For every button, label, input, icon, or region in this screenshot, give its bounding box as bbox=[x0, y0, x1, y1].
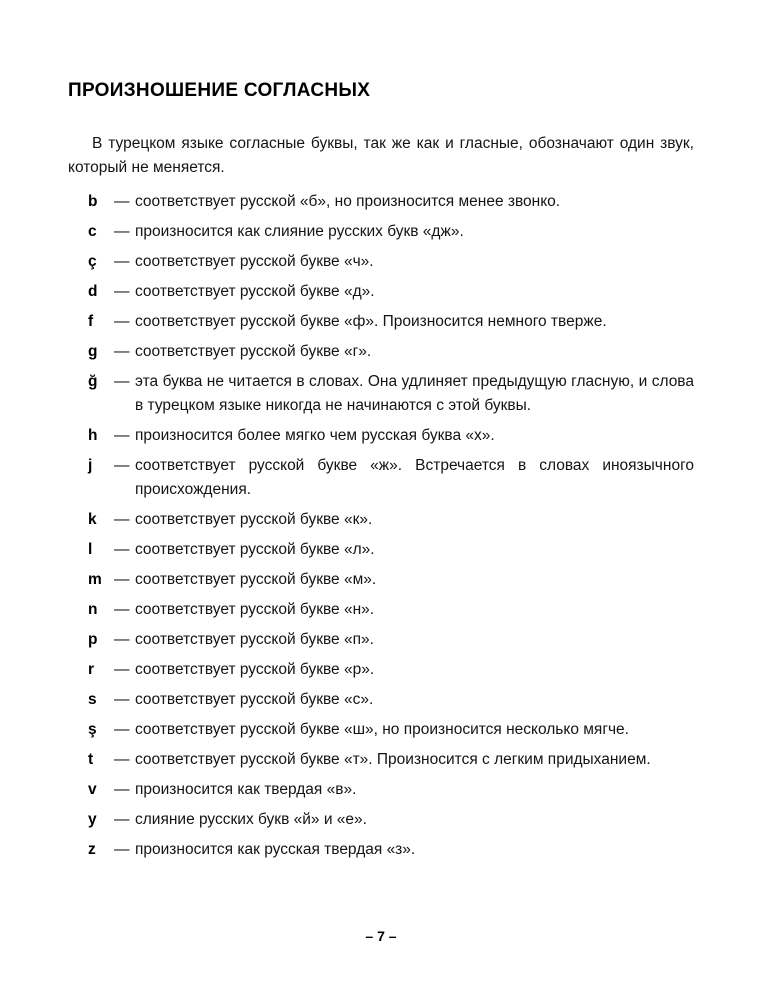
entry-letter: ğ bbox=[88, 373, 98, 390]
entry-description: произносится как русская твердая «з». bbox=[135, 841, 416, 858]
consonant-entry bbox=[68, 628, 694, 652]
page-title: ПРОИЗНОШЕНИЕ СОГЛАСНЫХ bbox=[68, 80, 371, 101]
entry-letter: y bbox=[88, 811, 97, 828]
consonant-entry bbox=[68, 508, 694, 532]
entry-letter: k bbox=[88, 511, 97, 528]
entry-description: соответствует русской букве «ж». Встречается в словах иноязычного происхождения. bbox=[135, 457, 694, 498]
entry-dash: — bbox=[114, 223, 130, 240]
entry-description: соответствует русской «б», но произносится менее звонко. bbox=[135, 193, 561, 210]
consonant-entry bbox=[68, 658, 694, 682]
entry-dash: — bbox=[114, 541, 130, 558]
entry-letter: t bbox=[88, 751, 94, 768]
entry-dash: — bbox=[114, 283, 130, 300]
consonant-entry bbox=[68, 424, 694, 448]
entry-dash: — bbox=[114, 427, 130, 444]
entry-dash: — bbox=[114, 343, 130, 360]
entry-description: соответствует русской букве «д». bbox=[135, 283, 375, 300]
entry-description: соответствует русской букве «л». bbox=[135, 541, 375, 558]
entry-letter: d bbox=[88, 283, 98, 300]
entry-dash: — bbox=[114, 811, 130, 828]
entry-description: соответствует русской букве «ф». Произносится немного тверже. bbox=[135, 313, 607, 330]
entry-letter: n bbox=[88, 601, 98, 618]
entry-letter: l bbox=[88, 541, 93, 558]
consonant-entry bbox=[68, 778, 694, 802]
entry-dash: — bbox=[114, 571, 130, 588]
consonant-entry bbox=[68, 220, 694, 244]
entry-description: соответствует русской букве «р». bbox=[135, 661, 375, 678]
entry-description: соответствует русской букве «к». bbox=[135, 511, 373, 528]
entry-description: эта буква не читается в словах. Она удлиняет предыдущую гласную, и слова в турецком языке никогда не начинаются с этой буквы. bbox=[135, 373, 694, 414]
entry-dash: — bbox=[114, 193, 130, 210]
entry-description: слияние русских букв «й» и «е». bbox=[135, 811, 367, 828]
entry-description: соответствует русской букве «п». bbox=[135, 631, 374, 648]
consonant-entry bbox=[68, 370, 694, 418]
consonant-entry bbox=[68, 454, 694, 502]
consonant-entry bbox=[68, 310, 694, 334]
entry-letter: b bbox=[88, 193, 98, 210]
entry-dash: — bbox=[114, 751, 130, 768]
entry-letter: ş bbox=[88, 721, 97, 738]
consonant-entry bbox=[68, 688, 694, 712]
entry-description: соответствует русской букве «м». bbox=[135, 571, 377, 588]
entry-letter: c bbox=[88, 223, 97, 240]
entry-description: произносится как слияние русских букв «дж». bbox=[135, 223, 464, 240]
entry-description: соответствует русской букве «ш», но произносится несколько мягче. bbox=[135, 721, 629, 738]
consonant-entry bbox=[68, 538, 694, 562]
consonant-entry bbox=[68, 340, 694, 364]
consonant-entry bbox=[68, 190, 694, 214]
entry-dash: — bbox=[114, 841, 130, 858]
entry-dash: — bbox=[114, 313, 130, 330]
entry-letter: m bbox=[88, 571, 102, 588]
consonant-entry bbox=[68, 280, 694, 304]
consonant-entry bbox=[68, 808, 694, 832]
consonant-list bbox=[68, 190, 694, 862]
entry-dash: — bbox=[114, 781, 130, 798]
consonant-entry bbox=[68, 568, 694, 592]
consonant-entry bbox=[68, 838, 694, 862]
entry-letter: j bbox=[88, 457, 93, 474]
entry-letter: h bbox=[88, 427, 98, 444]
entry-description: соответствует русской букве «н». bbox=[135, 601, 375, 618]
entry-description: соответствует русской букве «с». bbox=[135, 691, 374, 708]
entry-description: соответствует русской букве «т». Произносится с легким придыханием. bbox=[135, 751, 651, 768]
entry-letter: f bbox=[88, 313, 94, 330]
consonant-entry bbox=[68, 250, 694, 274]
consonant-entry bbox=[68, 718, 694, 742]
intro-paragraph: В турецком языке согласные буквы, так же как и гласные, обозначают один звук, который не меняется. bbox=[68, 135, 694, 176]
entry-dash: — bbox=[114, 661, 130, 678]
entry-dash: — bbox=[114, 631, 130, 648]
entry-letter: ç bbox=[88, 253, 97, 270]
entry-letter: r bbox=[88, 661, 95, 678]
entry-dash: — bbox=[114, 511, 130, 528]
entry-description: соответствует русской букве «ч». bbox=[135, 253, 374, 270]
entry-letter: v bbox=[88, 781, 97, 798]
entry-dash: — bbox=[114, 457, 130, 474]
page-number: – 7 – bbox=[365, 928, 397, 944]
consonant-entry bbox=[68, 598, 694, 622]
consonant-entry bbox=[68, 748, 694, 772]
entry-letter: p bbox=[88, 631, 98, 648]
entry-description: произносится более мягко чем русская буква «х». bbox=[135, 427, 495, 444]
entry-letter: g bbox=[88, 343, 98, 360]
entry-letter: s bbox=[88, 691, 97, 708]
entry-description: соответствует русской букве «г». bbox=[135, 343, 372, 360]
entry-letter: z bbox=[88, 841, 96, 858]
entry-dash: — bbox=[114, 721, 130, 738]
entry-description: произносится как твердая «в». bbox=[135, 781, 357, 798]
entry-dash: — bbox=[114, 253, 130, 270]
entry-dash: — bbox=[114, 373, 130, 390]
entry-dash: — bbox=[114, 601, 130, 618]
entry-dash: — bbox=[114, 691, 130, 708]
